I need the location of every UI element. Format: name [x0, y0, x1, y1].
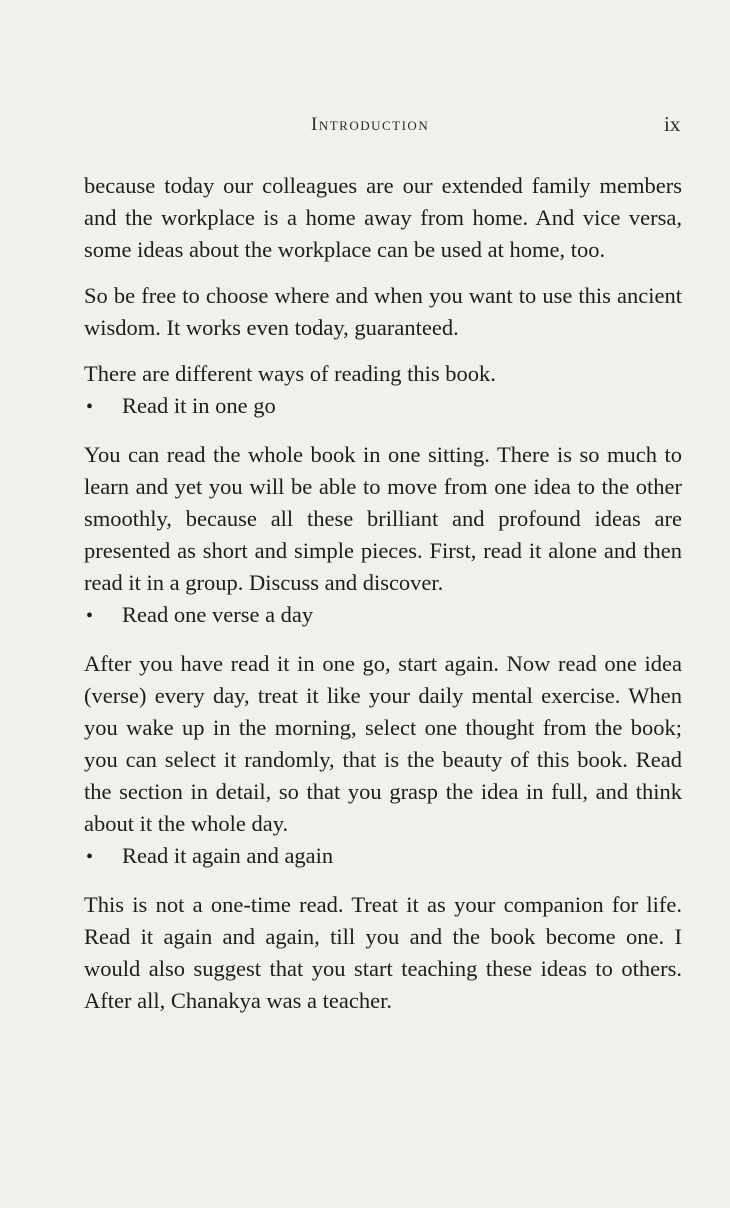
body-text: [84, 170, 682, 1017]
bullet-label: Read one verse a day: [122, 602, 314, 627]
page-number: ix: [664, 112, 681, 136]
paragraph: There are different ways of reading this book.: [84, 361, 496, 386]
paragraph: You can read the whole book in one sitting. There is so much to learn and yet you will be able to move from one idea to the other smoothly, because all these brilliant and profound ideas are presented as short and simple pieces. First, read it alone and then read it in a group. Discuss and discover.: [84, 442, 682, 595]
paragraph: because today our colleagues are our extended family members and the workplace is a home away from home. And vice versa, some ideas about the workplace can be used at home, too.: [84, 173, 682, 262]
bullet-point: •: [86, 846, 94, 868]
running-head: Introduction: [311, 114, 430, 135]
paragraph: This is not a one-time read. Treat it as your companion for life. Read it again and again, till you and the book become one. I would also suggest that you start teaching these ideas to others. After all, Chanakya was a teacher.: [84, 892, 682, 1013]
bullet-item: [84, 390, 682, 423]
paragraph: After you have read it in one go, start again. Now read one idea (verse) every day, treat it like your daily mental exercise. When you wake up in the morning, select one thought from the book; you can select it randomly, that is the beauty of this book. Read the section in detail, so that you grasp the idea in full, and think about it the whole day.: [84, 651, 682, 836]
bullet-item: [84, 599, 682, 632]
page-header: [0, 110, 730, 140]
bullet-label: Read it again and again: [122, 843, 334, 868]
paragraph: So be free to choose where and when you want to use this ancient wisdom. It works even today, guaranteed.: [84, 283, 682, 340]
bullet-label: Read it in one go: [122, 393, 276, 418]
bullet-item: [84, 840, 682, 873]
bullet-point: •: [86, 396, 94, 418]
bullet-point: •: [86, 605, 94, 627]
